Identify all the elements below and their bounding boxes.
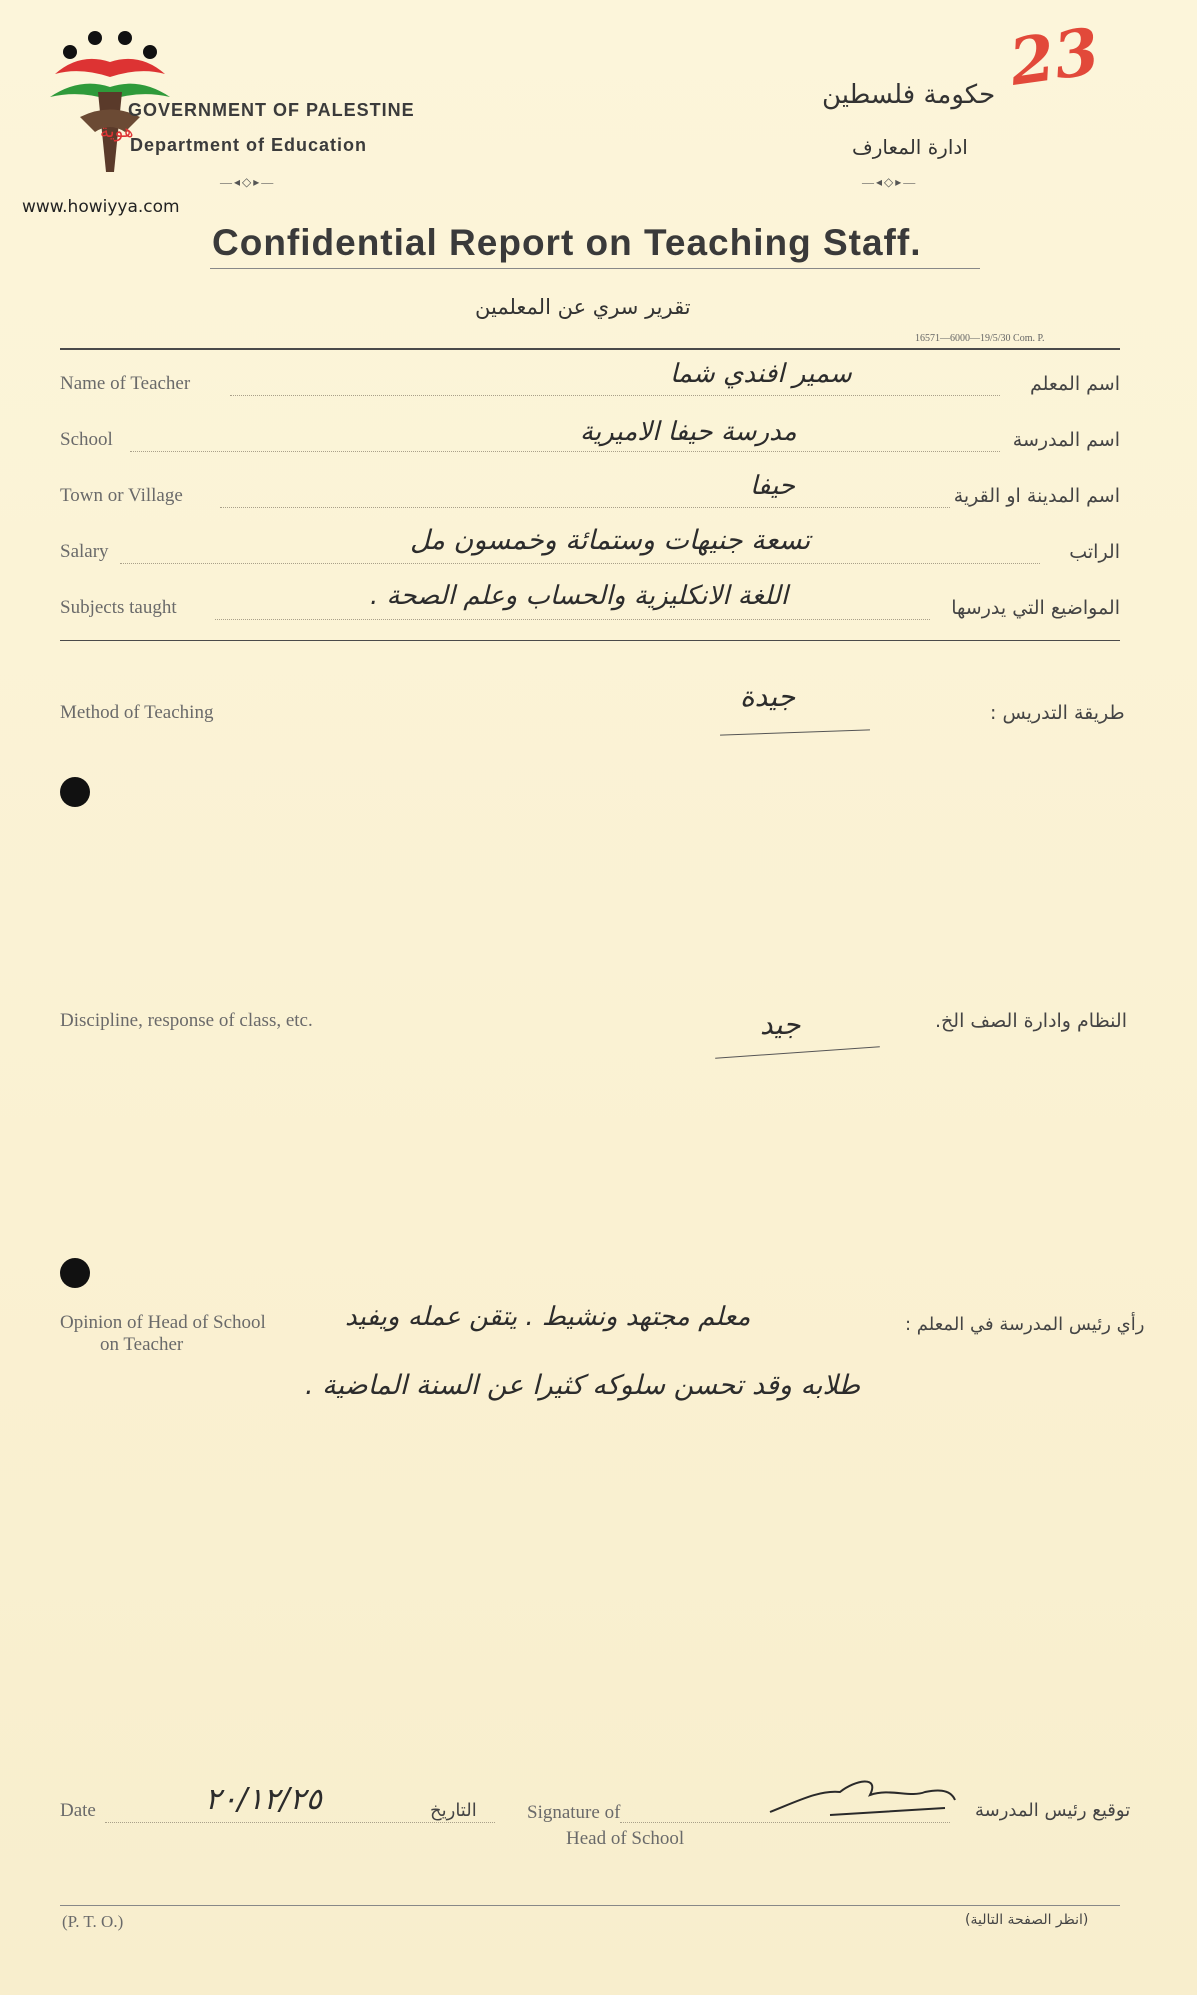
label-ar: المواضيع التي يدرسها <box>951 597 1120 619</box>
watermark-url: www.howiyya.com <box>22 197 180 217</box>
label-ar: اسم المدينة او القرية <box>953 485 1120 507</box>
date-label-ar: التاريخ <box>430 1800 477 1821</box>
sig-label-ar: توقيع رئيس المدرسة <box>975 1800 1131 1821</box>
footer-rule <box>60 1905 1120 1906</box>
label-en: Salary <box>60 541 109 562</box>
field-value: تسعة جنيهات وستمائة وخمسون مل <box>410 525 811 556</box>
discipline-label-ar: النظام وادارة الصف الخ. <box>935 1010 1127 1032</box>
binder-hole-bottom <box>60 1258 90 1288</box>
date-label-en: Date <box>60 1800 96 1821</box>
dept-en: Department of Education <box>130 135 368 155</box>
label-ar: الراتب <box>1069 541 1120 563</box>
page-number-stamp: 23 <box>1005 14 1104 101</box>
dotted-line <box>120 563 1040 564</box>
field-value: حيفا <box>750 471 795 501</box>
field-row-school <box>60 417 1120 477</box>
title-ar: تقرير سري عن المعلمين <box>475 295 691 319</box>
field-value: مدرسة حيفا الاميرية <box>580 417 797 447</box>
opinion-label-ar: رأي رئيس المدرسة في المعلم : <box>905 1314 1145 1335</box>
opinion-line-2: طلابه وقد تحسن سلوكه كثيرا عن السنة الماضية . <box>305 1370 861 1401</box>
binder-hole-top <box>60 777 90 807</box>
date-dotted-line <box>105 1822 495 1823</box>
pto-en: (P. T. O.) <box>62 1912 124 1931</box>
field-row-name <box>60 359 1120 421</box>
opinion-line-1: معلم مجتهد ونشيط . يتقن عمله ويفيد <box>345 1302 751 1332</box>
field-value: سمير افندي شما <box>670 359 852 389</box>
discipline-value: جيد <box>760 1008 801 1041</box>
label-ar: اسم المدرسة <box>1012 429 1120 451</box>
discipline-label-en: Discipline, response of class, etc. <box>60 1010 313 1031</box>
dotted-line <box>130 451 1000 452</box>
head-signature <box>760 1770 960 1830</box>
dotted-line <box>230 395 1000 396</box>
gov-ar: حكومة فلسطين <box>822 80 996 110</box>
ornament-left: —◂◇▸— <box>220 175 276 189</box>
method-underline <box>720 729 870 735</box>
discipline-underline <box>715 1046 880 1059</box>
dotted-line <box>220 507 950 508</box>
method-value: جيدة <box>740 680 796 713</box>
print-code: 16571—6000—19/5/30 Com. P. <box>915 333 1045 344</box>
opinion-label-en-1: Opinion of Head of School <box>60 1312 266 1333</box>
dotted-line <box>215 619 930 620</box>
method-label-en: Method of Teaching <box>60 702 214 723</box>
fields-bottom-rule <box>60 640 1120 641</box>
label-en: Name of Teacher <box>60 373 191 394</box>
label-en: Subjects taught <box>60 597 177 618</box>
dept-ar: ادارة المعارف <box>852 135 968 159</box>
sig-label-en-1: Signature of <box>527 1802 621 1823</box>
pto-ar: (انظر الصفحة التالية) <box>965 1912 1089 1928</box>
opinion-label-en-2: on Teacher <box>100 1334 184 1355</box>
ornament-right: —◂◇▸— <box>862 175 918 189</box>
fields-block <box>60 359 1120 645</box>
label-ar: اسم المعلم <box>1029 373 1120 395</box>
gov-en: GOVERNMENT OF PALESTINE <box>128 100 415 120</box>
sig-label-en-2: Head of School <box>566 1828 685 1849</box>
method-label-ar: طريقة التدريس : <box>990 702 1125 724</box>
label-en: School <box>60 429 113 450</box>
label-en: Town or Village <box>60 485 183 506</box>
top-rule <box>60 348 1120 350</box>
date-value: ٢٠/١٢/٢٥ <box>205 1782 322 1817</box>
title-underline <box>210 268 980 269</box>
field-value: اللغة الانكليزية والحساب وعلم الصحة . <box>370 581 788 611</box>
logo-text: هوية <box>100 121 134 142</box>
field-row-subjects <box>60 581 1120 645</box>
title-en: Confidential Report on Teaching Staff. <box>212 222 922 263</box>
